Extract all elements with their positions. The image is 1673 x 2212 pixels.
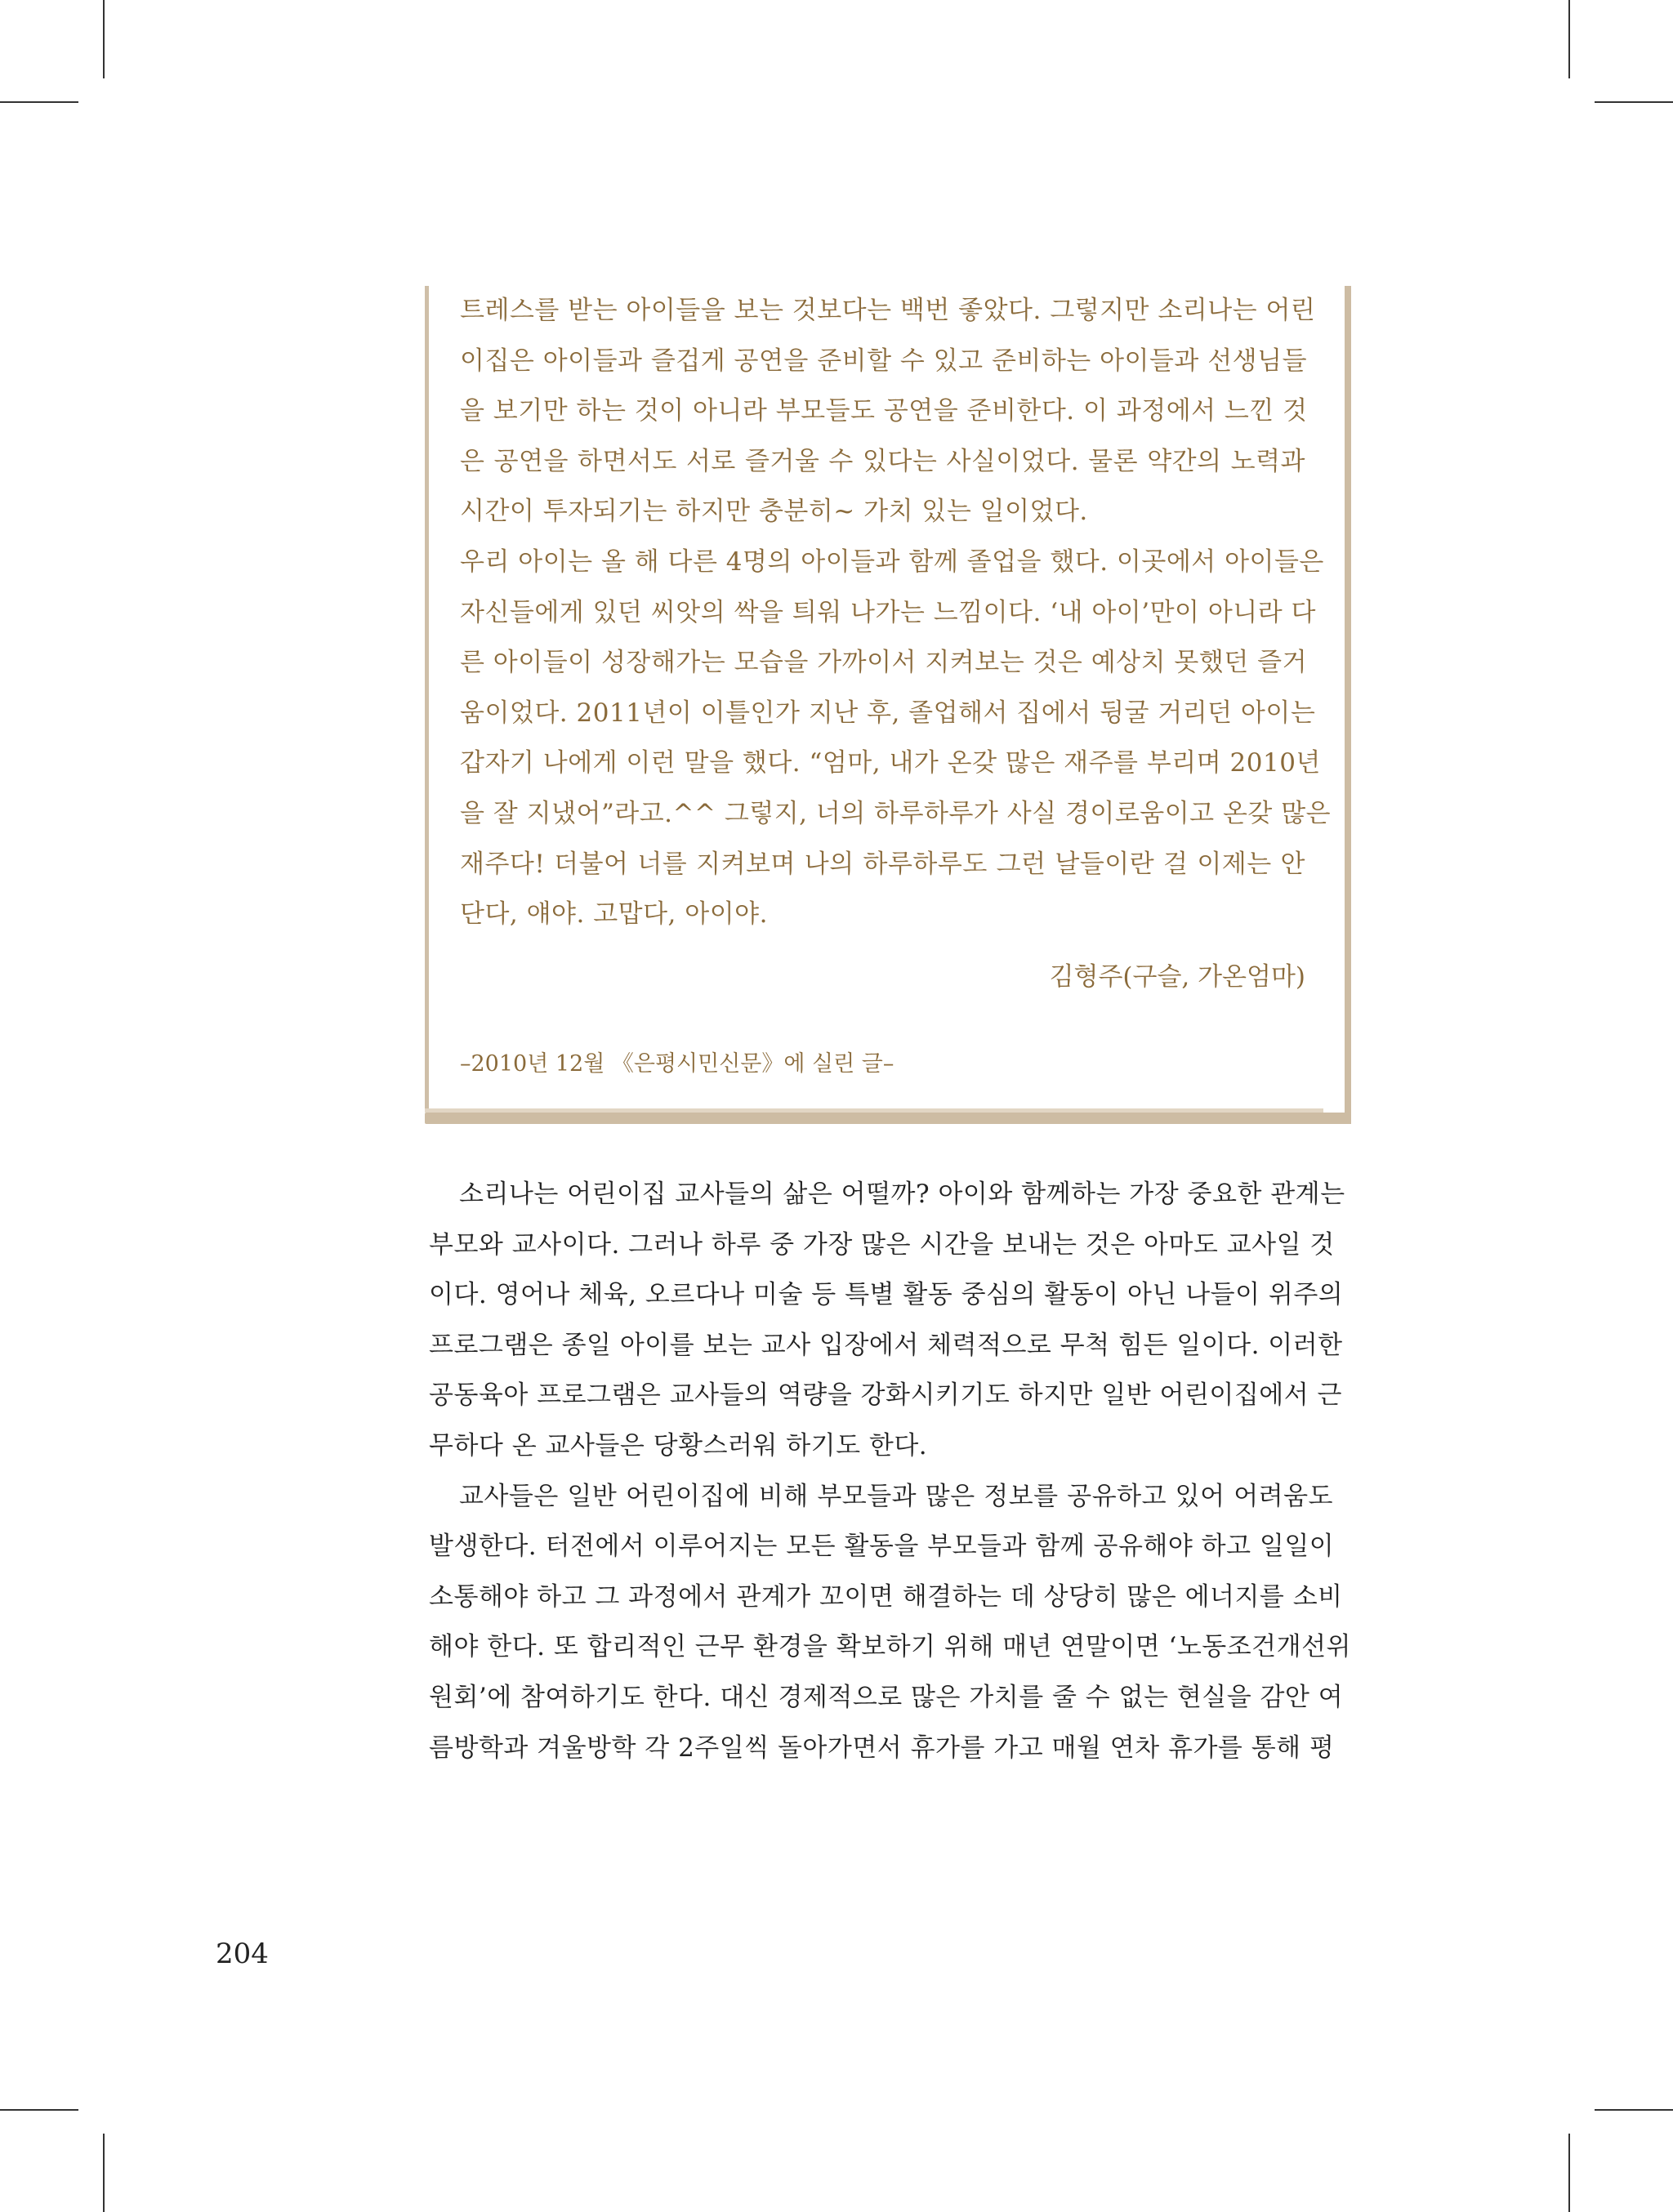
crop-mark-bottom-left-h [0,2109,78,2111]
body-line: 소리나는 어린이집 교사들의 삶은 어떨까? 아이와 함께하는 가장 중요한 관계는 [459,1180,1345,1209]
crop-mark-bottom-left [103,2134,105,2212]
quote-paragraph [460,286,1332,940]
crop-mark-top-right-h [1595,101,1673,103]
crop-mark-bottom-right-h [1595,2109,1673,2111]
body-line: 이다. 영어나 체육, 오르다나 미술 등 특별 활동 중심의 활동이 아닌 나들이 위주의 [429,1280,1344,1310]
quote-frame-bottom-edge [425,1113,1351,1124]
quote-line: 움이었다. 2011년이 이틀인가 지난 후, 졸업해서 집에서 뒹굴 거리던 아이는 [460,698,1316,728]
body-line: 름방학과 겨울방학 각 2주일씩 돌아가면서 휴가를 가고 매월 연차 휴가를 통해 평 [429,1733,1335,1763]
quote-line: 은 공연을 하면서도 서로 즐거울 수 있다는 사실이었다. 물론 약간의 노력과 [460,446,1305,476]
body-line: 원회’에 참여하기도 한다. 대신 경제적으로 많은 가치를 줄 수 없는 현실을 감안 여 [429,1682,1344,1712]
quote-line: 재주다! 더불어 너를 지켜보며 나의 하루하루도 그런 날들이란 걸 이제는 안 [460,849,1305,879]
quote-line: 트레스를 받는 아이들을 보는 것보다는 백번 좋았다. 그렇지만 소리나는 어린 [460,296,1316,325]
body-line: 발생한다. 터전에서 이루어지는 모든 활동을 부모들과 함께 공유해야 하고 일일이 [429,1532,1335,1562]
quote-author: 김형주(구슬, 가온엄마) [1049,962,1305,992]
quote-source: –2010년 12월 《은평시민신문》에 실린 글– [460,1051,894,1077]
body-paragraphs [429,1170,1351,1773]
quote-line: 자신들에게 있던 씨앗의 싹을 틔워 나가는 느낌이다. ‘내 아이’만이 아니라 다 [460,597,1316,627]
quote-line: 우리 아이는 올 해 다른 4명의 아이들과 함께 졸업을 했다. 이곳에서 아이들은 [460,546,1324,577]
quote-line: 을 잘 지냈어”라고.^^ 그렇지, 너의 하루하루가 사실 경이로움이고 온갖 많은 [460,798,1332,828]
body-line: 해야 한다. 또 합리적인 근무 환경을 확보하기 위해 매년 연말이면 ‘노동조건개선위 [429,1632,1351,1662]
crop-mark-top-right [1568,0,1570,78]
quote-line: 이집은 아이들과 즐겁게 공연을 준비할 수 있고 준비하는 아이들과 선생님들 [460,346,1308,376]
quote-line: 시간이 투자되기는 하지만 충분히~ 가치 있는 일이었다. [460,497,1088,527]
page-number: 204 [216,1938,269,1970]
body-line: 소통해야 하고 그 과정에서 관계가 꼬이면 해결하는 데 상당히 많은 에너지를 소비 [429,1581,1343,1612]
body-line: 프로그램은 종일 아이를 보는 교사 입장에서 체력적으로 무척 힘든 일이다. 이러한 [429,1330,1343,1360]
crop-mark-top-left [103,0,105,78]
crop-mark-bottom-right [1568,2134,1570,2212]
body-line: 부모와 교사이다. 그러나 하루 중 가장 많은 시간을 보내는 것은 아마도 교사일 것 [429,1229,1335,1260]
crop-mark-top-left-h [0,101,78,103]
quote-line: 갑자기 나에게 이런 말을 했다. “엄마, 내가 온갖 많은 재주를 부리며 2010년 [460,748,1321,778]
quote-line: 른 아이들이 성장해가는 모습을 가까이서 지켜보는 것은 예상치 못했던 즐거 [460,648,1308,678]
body-line: 교사들은 일반 어린이집에 비해 부모들과 많은 정보를 공유하고 있어 어려움도 [459,1481,1333,1511]
quote-line: 을 보기만 하는 것이 아니라 부모들도 공연을 준비한다. 이 과정에서 느낀 것 [460,396,1308,426]
quote-frame-left-edge [425,286,429,1111]
quote-line: 단다, 얘야. 고맙다, 아이야. [460,899,768,930]
quote-frame-right-edge [1345,286,1351,1124]
body-line: 무하다 온 교사들은 당황스러워 하기도 한다. [429,1430,928,1461]
body-line: 공동육아 프로그램은 교사들의 역량을 강화시키기도 하지만 일반 어린이집에서 근 [429,1380,1342,1411]
